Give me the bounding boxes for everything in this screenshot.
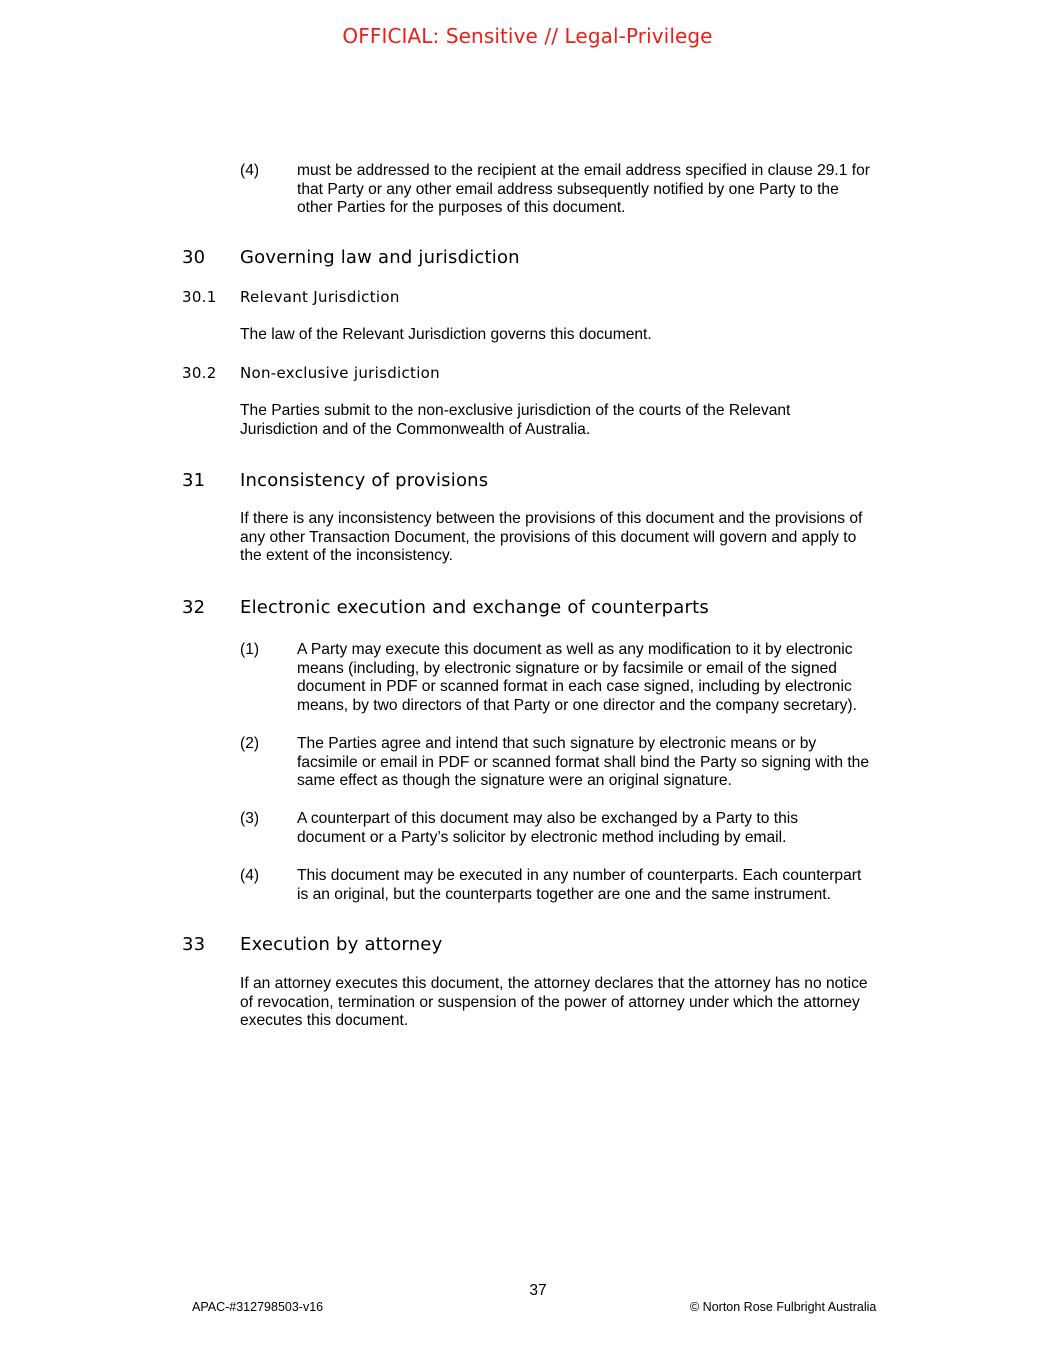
text-line: This document may be executed in any number of counterparts. Each counterpart <box>297 867 862 884</box>
clause-32-heading: Electronic execution and exchange of counterparts <box>240 597 709 618</box>
clause-33-number: 33 <box>182 934 206 955</box>
clause-30-number: 30 <box>182 247 206 268</box>
text-line: The Parties agree and intend that such signature by electronic means or by <box>297 735 817 752</box>
text-line: document or a Party’s solicitor by electronic method including by email. <box>297 828 787 846</box>
text-line: that Party or any other email address subsequently notified by one Party to the <box>297 180 839 198</box>
clause-30-1-text <box>240 326 920 345</box>
clause-30-2-number: 30.2 <box>182 364 217 382</box>
classification-marking: OFFICIAL: Sensitive // Legal-Privilege <box>342 24 713 48</box>
text-line: other Parties for the purposes of this document. <box>297 199 626 217</box>
clause-33-text <box>240 975 920 1031</box>
clause-30-2-text <box>240 402 920 439</box>
text-line: facsimile or email in PDF or scanned format shall bind the Party so signing with the <box>297 753 870 771</box>
text-line: executes this document. <box>240 1012 409 1030</box>
text-line: the extent of the inconsistency. <box>240 547 453 565</box>
clause-31-number: 31 <box>182 470 206 491</box>
clause-32-item-1-number: (1) <box>240 641 260 658</box>
text-line: document in PDF or scanned format in each case signed, including by electronic <box>297 678 852 696</box>
text-line: means (including, by electronic signature or by facsimile or email of the signed <box>297 659 837 677</box>
clause-32-item-1-text <box>297 641 917 716</box>
text-line: If an attorney executes this document, the attorney declares that the attorney has no notice <box>240 975 868 992</box>
clause-32-item-3-text <box>297 810 917 847</box>
document-id: APAC-#312798503-v16 <box>192 1300 324 1314</box>
clause-32-item-3-number: (3) <box>240 810 260 827</box>
clause-30-heading: Governing law and jurisdiction <box>240 247 520 268</box>
text-line: Jurisdiction and of the Commonwealth of Australia. <box>240 420 591 438</box>
clause-29-item-4-number: (4) <box>240 162 260 179</box>
text-line: A Party may execute this document as well as any modification to it by electronic <box>297 641 853 658</box>
text-line: means, by two directors of that Party or one director and the company secretary). <box>297 697 857 715</box>
clause-32-item-4-text <box>297 867 917 904</box>
clause-30-2-heading: Non-exclusive jurisdiction <box>240 364 440 382</box>
clause-30-1-heading: Relevant Jurisdiction <box>240 288 400 306</box>
clause-32-item-4-number: (4) <box>240 867 260 884</box>
clause-32-item-2-text <box>297 735 917 791</box>
text-line: A counterpart of this document may also be exchanged by a Party to this <box>297 810 799 827</box>
text-line: The law of the Relevant Jurisdiction governs this document. <box>240 326 652 343</box>
clause-30-1-number: 30.1 <box>182 288 217 306</box>
text-line: same effect as though the signature were an original signature. <box>297 772 732 790</box>
clause-32-item-2-number: (2) <box>240 735 260 752</box>
clause-29-item-4-text <box>297 162 917 218</box>
text-line: any other Transaction Document, the provisions of this document will govern and apply to <box>240 528 857 546</box>
text-line: The Parties submit to the non-exclusive jurisdiction of the courts of the Relevant <box>240 402 791 419</box>
text-line: is an original, but the counterparts together are one and the same instrument. <box>297 885 831 903</box>
clause-32-number: 32 <box>182 597 206 618</box>
clause-31-text <box>240 510 920 566</box>
clause-33-heading: Execution by attorney <box>240 934 443 955</box>
page-number: 37 <box>529 1282 547 1299</box>
text-line: If there is any inconsistency between the provisions of this document and the provisions of <box>240 510 863 527</box>
copyright-notice: © Norton Rose Fulbright Australia <box>690 1300 877 1314</box>
text-line: of revocation, termination or suspension of the power of attorney under which the attorney <box>240 993 860 1011</box>
text-line: must be addressed to the recipient at the email address specified in clause 29.1 for <box>297 162 870 179</box>
clause-31-heading: Inconsistency of provisions <box>240 470 489 491</box>
